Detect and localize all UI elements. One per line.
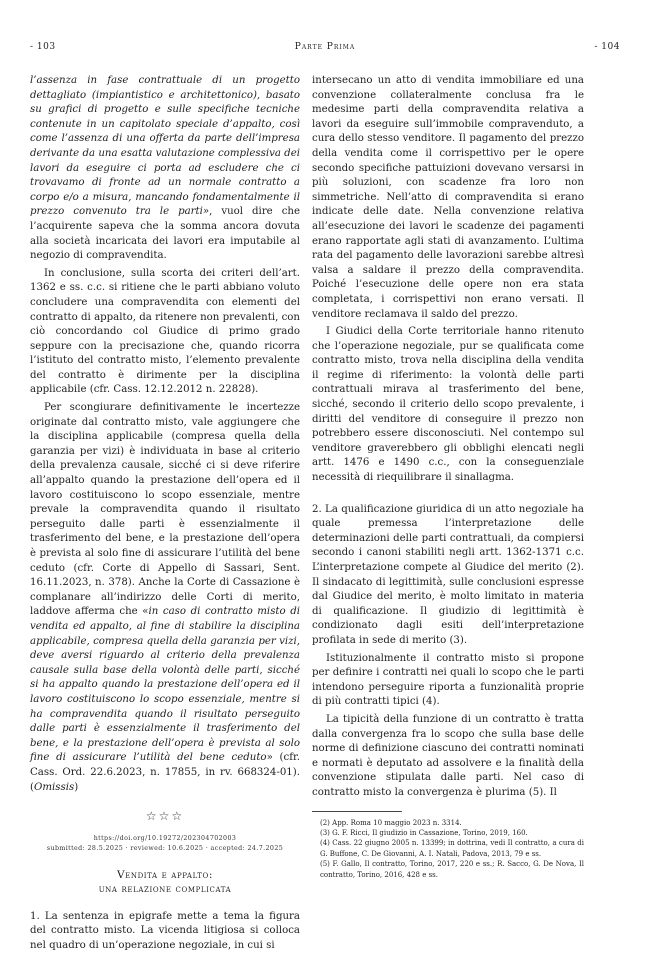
commentary-title-line-1: Vendita e appalto: [116,868,214,881]
right-paragraph-4: Istituzionalmente il contratto misto si propone per definire i contratti nei quali lo scopo che le parti intendono perseguire riporta a funzionalità proprie di più contratti tipici (4). [312,652,584,708]
footnote-divider [312,811,402,812]
left-paragraph-2: In conclusione, sulla scorta dei criteri dell’art. 1362 e ss. c.c. si ritiene che le parti abbiano voluto concludere una compravendita con elementi del contratto di appalto, da ritenere non prevalenti, con ciò concordando col Giudice di primo grado seppure con la precisazione che, quando ricorra l’istituto del contratto misto, l’elemento prevalente del contratto è dirimente per la disciplina applicabile (cfr. Cass. 12.12.2012 n. 22828). [30,267,300,396]
right-column [312,74,584,880]
commentary-title-line-2: una relazione complicata [98,882,232,895]
footnote-2: (2) App. Roma 10 maggio 2023 n. 3314. [320,818,462,827]
doi-link[interactable]: https://doi.org/10.19272/202304702003 [93,834,237,842]
closing-paren: ) [74,781,79,793]
left-page-number: - 103 [30,42,56,52]
running-title: Parte Prima [294,42,356,52]
left-paragraph-3 [30,401,300,795]
submission-dates: submitted: 28.5.2025 · reviewed: 10.6.2025 · accepted: 24.7.2025 [46,844,284,852]
left-paragraph-1-rest: , vuol dire che l’acquirente sapeva che la somma ancora dovuta alla società incaricata dei lavori era imputabile al negozio di compravendita. [30,206,300,262]
footnote-4: (4) Cass. 22 giugno 2005 n. 13399; in dottrina, vedi Il contratto, a cura di G. Buffone, C. De Giovanni, A. I. Natali, Padova, 2013, 79 e ss. [320,839,584,858]
left-column [30,74,300,956]
right-paragraph-5: La tipicità della funzione di un contratto è tratta dalla convergenza fra lo scopo che sulla base delle norme di definizione ciascuno dei contratti nominati e normati è deputato ad assolvere e la finalità della convenzione stipulata dalle parti. Nel caso di contratto misto la convergenza è plurima (5). Il [312,713,584,798]
left-paragraph-4: 1. La sentenza in epigrafe mette a tema la figura del contratto misto. La vicenda litigiosa si colloca nel quadro di un’operazione negoziale, in cui si [30,910,300,951]
cassazione-quote: in caso di contratto misto di vendita ed appalto, al fine di stabilire la disciplina applicabile, compresa quella della garanzia per vizi, deve aversi riguardo al criterio della prevalenza causale sulla base della volontà delle parti, sicché si ha appalto quando la prestazione dell’opera ed il lavoro costituiscono lo scopo essenziale, mentre si ha compravendita quando il risultato perseguito dalle parti è essenzialmente il trasferimento del bene, e la prestazione dell’opera è prevista al solo fine di assicurare l’utilità del bene ceduto [30,606,300,764]
right-paragraph-2: I Giudici della Corte territoriale hanno ritenuto che l’operazione negoziale, pur se qualificata come contratto misto, trova nella disciplina della vendita il regime di riferimento: la volontà delle parti contrattuali mirava al trasferimento del bene, sicché, secondo il criterio dello scopo prevalente, i diritti del venditore di conseguire il prezzo non potrebbero essere disconosciuti. Nel contempo sul venditore graverebbero gli obblighi elencati negli artt. 1476 e 1490 c.c., con la conseguenziale necessità di riequilibrare il sinallagma. [312,326,584,484]
citation-text: » (cfr. Cass. Ord. 22.6.2023, n. 17855, in rv. 668324-01). ( [30,752,300,793]
left-paragraph-3-text: Per scongiurare definitivamente le incertezze originate dal contratto misto, vale aggiungere che la disciplina applicabile (compresa quella della garanzia per vizi) è individuata in base al criterio della prevalenza causale, sicché ci si deve riferire all’appalto quando la prestazione dell’opera ed il lavoro costituiscono lo scopo essenziale, mentre prevale la compravendita quando il risultato perseguito dalle parti è essenzialmente il trasferimento del bene, e la prestazione dell’opera è prevista al solo fine di assicurare l’utilità del bene ceduto (cfr. Corte di Appello di Sassari, Sent. 16.11.2023, n. 378). Anche la Corte di Cassazione è complanare all’indirizzo delle Corti di merito, laddove afferma che « [30,402,300,618]
section-stars: ☆☆☆ [145,809,185,824]
right-page-number: - 104 [594,42,620,52]
quoted-italic-text: l’assenza in fase contrattuale di un progetto dettagliato (impiantistico e architettonico), basato su grafici di progetto e sulle specifiche tecniche contenute in un capitolato speciale d’appalto, così come l’assenza di una offerta da parte dell’impresa derivante da una esatta valutazione complessiva dei lavori da eseguire ci porta ad escludere che ci trovavamo di fronte ad un normale contratto a corpo e/o a misura, mancando fondamentalmente il prezzo convenuto tra le parti» [30,75,300,218]
right-paragraph-3: 2. La qualificazione giuridica di un atto negoziale ha quale premessa l’interpretazione delle determinazioni delle parti contrattuali, da compiersi secondo i canoni stabiliti negli artt. 1362-1371 c.c. L’interpretazione compete al Giudice del merito (2). Il sindacato di legittimità, sulle conclusioni espresse dal Giudice del merito, è molto limitato in materia di qualificazione. Il giudizio di legittimità è condizionato dagli esiti dell’interpretazione profilata in sede di merito (3). [312,503,584,646]
left-paragraph-1 [30,74,300,264]
footnote-5: (5) F. Gallo, Il contratto, Torino, 2017, 220 e ss.; R. Sacco, G. De Nova, Il contratto, Torino, 2016, 428 e ss. [320,860,584,879]
omissis-text: Omissis [33,781,75,793]
right-paragraph-1: intersecano un atto di vendita immobiliare ed una convenzione collateralmente conclusa fra le medesime parti della compravendita relativa a lavori da eseguire sull’immobile compravenduto, a cura dello stesso venditore. Il pagamento del prezzo della vendita come il corrispettivo per le opere secondo specifiche pattuizioni dovevano versarsi in più soluzioni, con scadenze fra loro non simmetriche. Nell’atto di compravendita si erano indicate delle date. Nella convenzione relativa all’esecuzione dei lavori le scadenze dei pagamenti erano rapportate agli stati di avanzamento. L’ultima rata del pagamento delle lavorazioni sarebbe altresì valsa a saldare il prezzo della compravendita. Poiché l’esecuzione delle opere non era stata completata, i corrispettivi non erano versati. Il venditore reclamava il saldo del prezzo. [312,75,584,320]
footnote-3: (3) G. F. Ricci, Il giudizio in Cassazione, Torino, 2019, 160. [320,828,528,837]
